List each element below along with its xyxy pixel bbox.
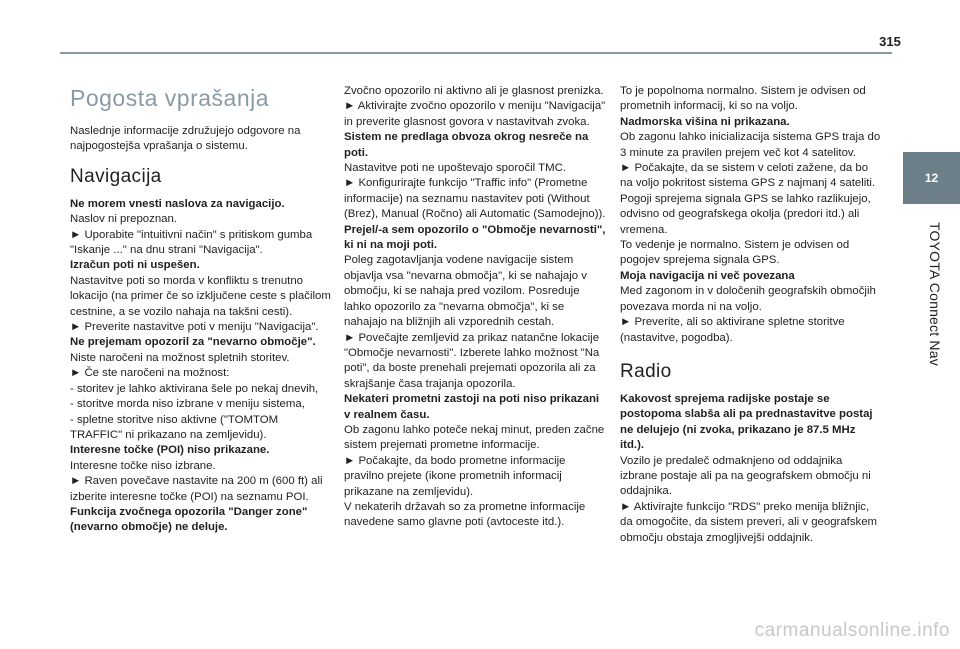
answer-text: ► Preverite nastavitve poti v meniju "Navigacija".	[70, 321, 319, 334]
answer-text: Nastavitve poti so morda v konfliktu s trenutno lokacijo (na primer če so izključene ceste s plačilom cestnine, a se vozilo nahaja na takšni cesti).	[70, 274, 331, 318]
section-heading-navigation: Navigacija	[70, 165, 162, 187]
answer-text: ► Aktivirajte funkcijo "RDS" preko menija bližnjic, da omogočite, da sistem preveri, ali v geografskem območju obstaja zmogljivejši oddajnik.	[620, 500, 878, 544]
answer-text: Med zagonom in v določenih geografskih območjih povezava morda ni na voljo.	[620, 285, 876, 313]
column-1-body	[70, 197, 332, 536]
answer-text: ► Konfigurirajte funkcijo "Traffic info" (Prometne informacije) na seznamu nastavitev poti (Without (Brez), Manual (Ročno) ali Automatic (Samodejno)).	[344, 177, 606, 221]
answer-text: ► Raven povečave nastavite na 200 m (600 ft) ali izberite interesne točke (POI) na seznamu POI.	[70, 475, 323, 503]
column-3	[620, 84, 882, 546]
column-3-body	[620, 84, 882, 346]
answer-text: To je popolnoma normalno. Sistem je odvisen od prometnih informacij, ki so na voljo.	[620, 85, 866, 113]
question-text: Moja navigacija ni več povezana	[620, 269, 795, 282]
column-2-body	[344, 84, 606, 531]
chapter-tab	[903, 152, 960, 204]
answer-text: Poleg zagotavljanja vodene navigacije sistem objavlja vsa "nevarna območja", ki se nahajajo v območju, ki se nahaja pred vozilom. Posreduje lahko opozorilo za "nevarna območja", ki se nahajajo na bližnjih ali vzporednih cestah.	[344, 254, 587, 329]
question-text: Ne prejemam opozoril za "nevarno območje".	[70, 336, 316, 349]
answer-text: Niste naročeni na možnost spletnih storitev.	[70, 351, 290, 364]
column-2	[344, 84, 606, 531]
answer-text: Nastavitve poti ne upoštevajo sporočil TMC.	[344, 162, 567, 175]
answer-text: To vedenje je normalno. Sistem je odvisen od pogojev sprejema signala GPS.	[620, 239, 850, 267]
answer-text: Ob zagonu lahko poteče nekaj minut, preden začne sistem prejemati prometne informacije.	[344, 423, 605, 452]
answer-text: - storitev je lahko aktivirana šele po nekaj dnevih,	[70, 382, 319, 395]
page-number: 315	[879, 34, 901, 49]
answer-text: Interesne točke niso izbrane.	[70, 459, 216, 472]
section-heading-radio: Radio	[620, 360, 672, 382]
answer-text: Zvočno opozorilo ni aktivno ali je glasnost prenizka.	[344, 85, 604, 97]
column-1	[70, 84, 332, 536]
column-3-radio-body	[620, 392, 882, 546]
question-text: Nekateri prometni zastoji na poti niso prikazani v realnem času.	[344, 393, 600, 421]
question-text: Interesne točke (POI) niso prikazane.	[70, 444, 270, 457]
question-text: Izračun poti ni uspešen.	[70, 259, 200, 272]
answer-text: ► Če ste naročeni na možnost:	[70, 367, 230, 380]
answer-text: - spletne storitve niso aktivne ("TOMTOM TRAFFIC" ni prikazano na zemljevidu).	[70, 413, 279, 441]
answer-text: Naslov ni prepoznan.	[70, 213, 178, 226]
answer-text: ► Počakajte, da bodo prometne informacije pravilno prejete (ikone prometnih informacij prikazane na zemljevidu).	[344, 454, 566, 498]
chapter-number: 12	[924, 171, 939, 185]
question-text: Prejel/-a sem opozorilo o "Območje nevarnosti", ki ni na moji poti.	[344, 223, 606, 252]
page-title: Pogosta vprašanja	[70, 85, 270, 111]
answer-text: Pogoji sprejema signala GPS se lahko razlikujejo, odvisno od geografskega okolja (predori itd.) ali vremena.	[620, 192, 871, 236]
watermark: carmanualsonline.info	[754, 620, 950, 641]
answer-text: - storitve morda niso izbrane v meniju sistema,	[70, 398, 305, 411]
question-text: Kakovost sprejema radijske postaje se postopoma slabša ali pa prednastavitve postaj ne delujejo (ni zvoka, prikazano je 87.5 MHz itd.).	[620, 392, 873, 452]
answer-text: ► Preverite, ali so aktivirane spletne storitve (nastavitve, pogodba).	[620, 316, 845, 344]
chapter-label: TOYOTA Connect Nav	[927, 222, 943, 366]
question-text: Nadmorska višina ni prikazana.	[620, 115, 790, 128]
question-text: Funkcija zvočnega opozorila "Danger zone" (nevarno območje) ne deluje.	[70, 505, 308, 534]
answer-text: V nekaterih državah so za prometne informacije navedene samo glavne poti (avtoceste itd.).	[344, 500, 586, 529]
answer-text: Vozilo je predaleč odmaknjeno od oddajnika izbrane postaje ali pa na geografskem območju ni oddajnika.	[620, 454, 871, 498]
answer-text: ► Povečajte zemljevid za prikaz natančne lokacije "Območje nevarnosti". Izberete lahko možnost "Na poti", da boste prenehali prejemati opozorila ali za skrajšanje časa trajanja opozorila.	[344, 331, 600, 390]
question-text: Sistem ne predlaga obvoza okrog nesreče na poti.	[344, 131, 589, 159]
answer-text: Ob zagonu lahko inicializacija sistema GPS traja do 3 minute za pravilen prejem več kot 4 satelitov.	[620, 131, 881, 159]
answer-text: ► Uporabite "intuitivni način" s pritiskom gumba "Iskanje ..." na dnu strani "Navigacija".	[70, 228, 313, 257]
question-text: Ne morem vnesti naslova za navigacijo.	[70, 197, 285, 210]
answer-text: ► Aktivirajte zvočno opozorilo v meniju "Navigacija" in preverite glasnost govora v nastavitvah zvoka.	[344, 100, 606, 128]
intro-text: Naslednje informacije združujejo odgovore na najpogostejša vprašanja o sistemu.	[70, 125, 301, 153]
top-divider	[60, 52, 892, 54]
answer-text: ► Počakajte, da se sistem v celoti zažene, da bo na voljo pokritost sistema GPS z najmanj 4 sateliti.	[620, 162, 876, 190]
